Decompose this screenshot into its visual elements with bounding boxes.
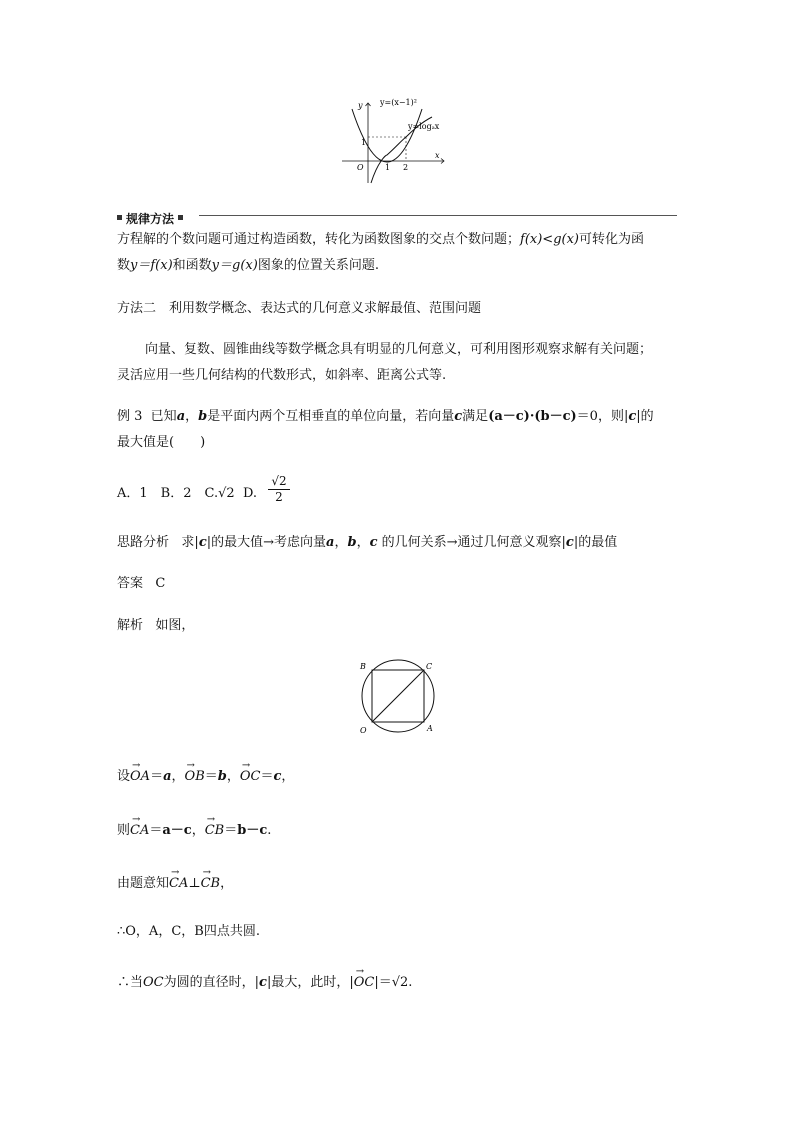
rule-line-2: 数y＝f(x)和函数y＝g(x)图象的位置关系问题. [117,258,379,273]
x-tick-1: 1 [385,163,391,172]
method2-heading: 方法二 利用数学概念、表达式的几何意义求解最值、范围问题 [117,301,482,316]
option-d-fraction [268,474,290,505]
square-bullet-icon [178,215,183,220]
analysis-line: 思路分析 求|c|的最大值→考虑向量a，b，c 的几何关系→通过几何意义观察|c|的最值 [117,535,618,550]
fraction-numerator: √2 [268,474,290,490]
method2-para-1: 向量、复数、圆锥曲线等数学概念具有明显的几何意义，可利用图形观察求解有关问题； [145,342,653,357]
point-o-label: O [360,726,367,735]
y-axis-label: y [358,101,363,110]
square-bullet-icon [117,215,122,220]
method2-para-2: 灵活应用一些几何结构的代数形式，如斜率、距离公式等. [117,368,447,383]
solution-line-2: 则→ CA＝a－c，→ CB＝b－c. [117,821,271,841]
rule-divider [199,215,677,216]
origin-label: O [357,163,364,172]
y-tick-1: 1 [361,138,367,147]
parabola-label: y=(x−1)² [380,98,417,107]
point-b-label: B [360,662,366,671]
rule-line-1: 方程解的个数问题可通过构造函数，转化为函数图象的交点个数问题；f(x)<g(x)可转化为函 [117,232,645,247]
point-c-label: C [426,662,433,671]
example3-stem: 例 3 已知a，b是平面内两个互相垂直的单位向量，若向量c满足(a－c)·(b－c)＝0，则|c|的 [117,409,654,424]
parabola-curve [352,109,422,162]
rule-section-title: 规律方法 [126,212,175,226]
solution-line-1: 设→ OA＝a，→ OB＝b，→ OC＝c， [117,767,294,787]
circle-square-figure [354,653,444,737]
solution-line-3: 由题意知→ CA⊥→ CB， [117,874,233,894]
example3-stem-line-2: 最大值是( ) [117,435,206,450]
answer-line: 答案 C [117,576,166,591]
log-label: y=logₐx [408,122,440,131]
solution-line-5: ∴当OC为圆的直径时，|c|最大，此时，|→ OC|＝√2. [117,973,412,993]
function-graph-figure [338,95,450,185]
point-a-label: A [427,724,433,733]
rule-section-header [117,208,677,224]
x-tick-2: 2 [403,163,409,172]
solution-intro: 解析 如图， [117,618,195,633]
diagonal-oc [372,670,424,722]
fraction-denominator: 2 [275,490,283,504]
x-axis-label: x [435,151,440,160]
solution-line-4: ∴O，A，C，B四点共圆. [117,924,260,939]
example3-options: A．1 B．2 C.√2 D. [117,486,258,501]
